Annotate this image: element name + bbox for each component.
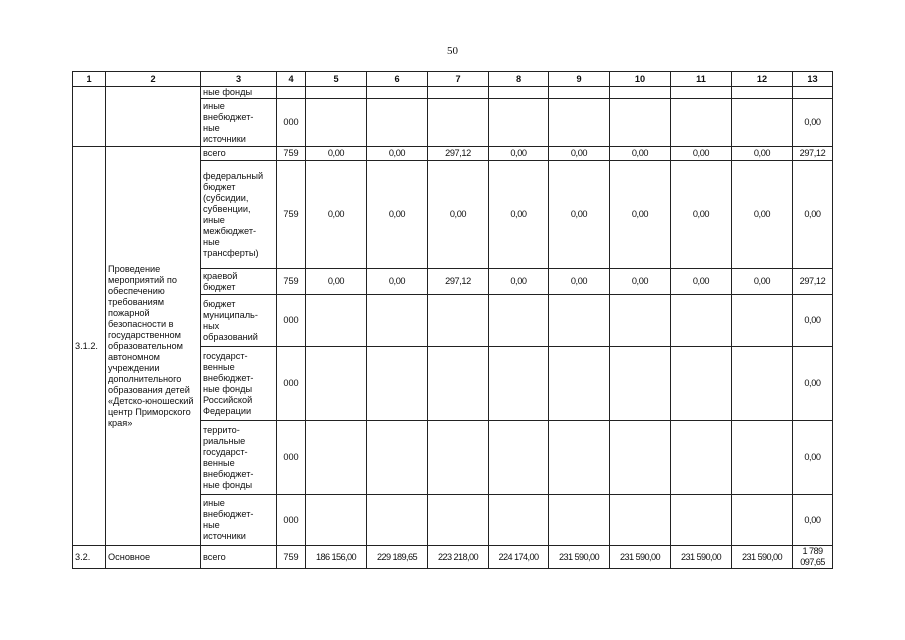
code-cell: 759 [277,147,306,161]
table-row [73,546,833,569]
value-cell [671,421,732,495]
value-cell [732,295,793,347]
value-cell: 0,00 [732,269,793,295]
value-cell [306,421,367,495]
value-cell [671,495,732,546]
header-col-4: 4 [277,72,306,87]
total-cell: 0,00 [793,347,833,421]
value-cell: 0,00 [367,147,428,161]
value-cell [489,347,549,421]
value-cell: 0,00 [549,269,610,295]
cont-value-cell [367,87,428,99]
value-cell: 223 218,00 [428,546,489,569]
value-cell [306,295,367,347]
cont-code-cell [277,87,306,99]
value-cell: 0,00 [306,147,367,161]
item-name: Основное [106,546,201,569]
value-cell [732,347,793,421]
value-cell [367,495,428,546]
header-col-13: 13 [793,72,833,87]
value-cell [489,295,549,347]
value-cell: 0,00 [489,161,549,269]
header-col-5: 5 [306,72,367,87]
value-cell: 0,00 [671,269,732,295]
value-cell [610,99,671,147]
value-cell [367,421,428,495]
cont-value-cell [306,87,367,99]
value-cell: 0,00 [306,269,367,295]
total-cell: 0,00 [793,99,833,147]
header-col-11: 11 [671,72,732,87]
value-cell [732,99,793,147]
total-cell: 0,00 [793,421,833,495]
value-cell [306,99,367,147]
value-cell [367,347,428,421]
item-number: 3.2. [73,546,106,569]
total-cell: 297,12 [793,269,833,295]
cont-value-cell [732,87,793,99]
value-cell: 0,00 [610,147,671,161]
value-cell [610,347,671,421]
value-cell [428,347,489,421]
code-cell: 000 [277,495,306,546]
value-cell: 231 590,00 [610,546,671,569]
value-cell: 0,00 [306,161,367,269]
value-cell: 297,12 [428,269,489,295]
header-col-2: 2 [106,72,201,87]
value-cell: 224 174,00 [489,546,549,569]
value-cell [549,295,610,347]
cont-value-cell [671,87,732,99]
budget-table [72,71,833,569]
value-cell [428,99,489,147]
source-label: всего [201,147,277,161]
value-cell: 0,00 [610,269,671,295]
header-col-10: 10 [610,72,671,87]
code-cell: 000 [277,421,306,495]
value-cell: 0,00 [610,161,671,269]
cont-number-cell [73,87,106,147]
value-cell: 0,00 [732,147,793,161]
value-cell [610,421,671,495]
code-cell: 759 [277,269,306,295]
value-cell [549,99,610,147]
source-label: федеральный бюджет (субсидии, субвенции, иные межбюджет- ные трансферты) [201,161,277,269]
table-row [73,147,833,161]
value-cell: 231 590,00 [671,546,732,569]
value-cell: 0,00 [489,269,549,295]
code-cell: 759 [277,161,306,269]
total-cell: 0,00 [793,161,833,269]
table-row [73,87,833,99]
value-cell [306,495,367,546]
value-cell: 0,00 [489,147,549,161]
value-cell [549,495,610,546]
value-cell: 231 590,00 [732,546,793,569]
value-cell [671,99,732,147]
code-cell: 759 [277,546,306,569]
value-cell: 0,00 [671,147,732,161]
value-cell [306,347,367,421]
value-cell [428,495,489,546]
value-cell [428,295,489,347]
header-col-3: 3 [201,72,277,87]
value-cell: 0,00 [367,161,428,269]
value-cell [610,295,671,347]
code-cell: 000 [277,347,306,421]
cont-value-cell [489,87,549,99]
value-cell: 0,00 [732,161,793,269]
value-cell [367,295,428,347]
source-label: террито- риальные государст- венные внебюджет- ные фонды [201,421,277,495]
source-label: иные внебюджет- ные источники [201,99,277,147]
value-cell [489,421,549,495]
header-col-6: 6 [367,72,428,87]
header-col-8: 8 [489,72,549,87]
source-label: всего [201,546,277,569]
cont-value-cell [793,87,833,99]
code-cell: 000 [277,295,306,347]
value-cell [610,495,671,546]
page-number: 50 [447,45,458,57]
cont-value-cell [610,87,671,99]
value-cell [671,347,732,421]
value-cell: 0,00 [549,147,610,161]
value-cell [428,421,489,495]
value-cell [549,421,610,495]
value-cell [367,99,428,147]
value-cell [732,421,793,495]
cont-value-cell [428,87,489,99]
value-cell: 186 156,00 [306,546,367,569]
value-cell [489,495,549,546]
total-cell: 1 789 097,65 [793,546,833,569]
value-cell [671,295,732,347]
code-cell: 000 [277,99,306,147]
header-col-1: 1 [73,72,106,87]
total-cell: 0,00 [793,295,833,347]
header-col-7: 7 [428,72,489,87]
header-col-12: 12 [732,72,793,87]
source-label: бюджет муниципаль- ных образований [201,295,277,347]
source-label: государст- венные внебюджет- ные фонды Российской Федерации [201,347,277,421]
source-label: иные внебюджет- ные источники [201,495,277,546]
value-cell [489,99,549,147]
total-cell: 0,00 [793,495,833,546]
source-label: краевой бюджет [201,269,277,295]
value-cell: 297,12 [428,147,489,161]
cont-value-cell [549,87,610,99]
value-cell: 0,00 [367,269,428,295]
value-cell: 0,00 [428,161,489,269]
value-cell: 231 590,00 [549,546,610,569]
item-number: 3.1.2. [73,147,106,546]
item-name: Проведение мероприятий по обеспечению требованиям пожарной безопасности в государственном образовательном автономном учреждении дополнительного образования детей «Детско-юношеский центр Приморского края» [106,147,201,546]
value-cell: 229 189,65 [367,546,428,569]
header-col-9: 9 [549,72,610,87]
value-cell [549,347,610,421]
cont-name-cell [106,87,201,147]
header-row [73,72,833,87]
value-cell [732,495,793,546]
total-cell: 297,12 [793,147,833,161]
value-cell: 0,00 [549,161,610,269]
cont-source-label: ные фонды [201,87,277,99]
value-cell: 0,00 [671,161,732,269]
